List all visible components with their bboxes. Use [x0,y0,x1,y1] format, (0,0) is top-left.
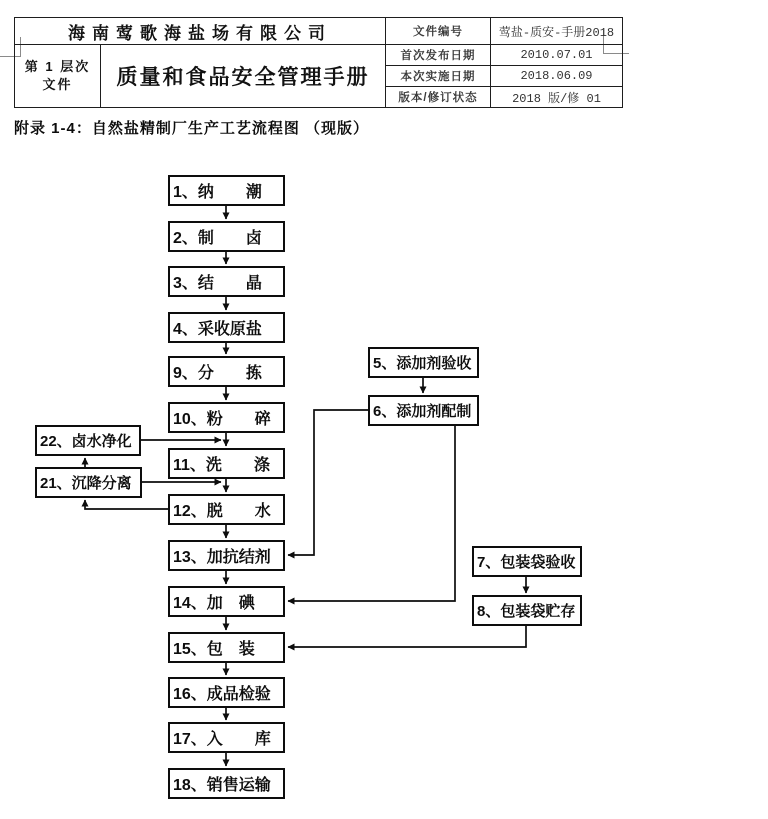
flow-node-3: 3、结 晶 [168,266,285,297]
implementation-date-label: 本次实施日期 [386,66,491,87]
flow-node-15: 15、包 装 [168,632,285,663]
implementation-date-value: 2018.06.09 [491,66,623,87]
header-table [14,17,623,108]
flow-node-4: 4、采收原盐 [168,312,285,343]
doc-number-value: 莺盐-质安-手册2018 [491,18,623,45]
doc-level-line2: 文件 [42,77,73,92]
flow-node-17: 17、入 库 [168,722,285,753]
doc-level-line1: 第 1 层次 [24,59,91,75]
flow-node-2: 2、制 卤 [168,221,285,252]
flow-node-12: 12、脱 水 [168,494,285,525]
appendix-title: 附录 1-4：自然盐精制厂生产工艺流程图 （现版） [14,120,370,137]
first-issue-date-value: 2010.07.01 [491,45,623,66]
flow-node-18: 18、销售运输 [168,768,285,799]
doc-number-label: 文件编号 [386,18,491,45]
flow-node-8: 8、包装袋贮存 [472,595,582,626]
flow-node-16: 16、成品检验 [168,677,285,708]
flow-node-21: 21、沉降分离 [35,467,142,498]
version-status-label: 版本/修订状态 [386,87,491,108]
flow-node-5: 5、添加剂验收 [368,347,479,378]
flow-node-9: 9、分 拣 [168,356,285,387]
first-issue-date-label: 首次发布日期 [386,45,491,66]
flow-node-1: 1、纳 潮 [168,175,285,206]
connector-group [85,206,526,766]
flow-node-22: 22、卤水净化 [35,425,141,456]
flow-node-7: 7、包装袋验收 [472,546,582,577]
doc-level-cell [15,45,101,108]
version-status-value: 2018 版/修 01 [491,87,623,108]
flow-node-6: 6、添加剂配制 [368,395,479,426]
flow-node-11: 11、洗 涤 [168,448,285,479]
flow-node-13: 13、加抗结剂 [168,540,285,571]
flow-node-10: 10、粉 碎 [168,402,285,433]
manual-title: 质量和食品安全管理手册 [101,45,386,108]
flow-node-14: 14、加 碘 [168,586,285,617]
company-name: 海南莺歌海盐场有限公司 [15,18,386,45]
